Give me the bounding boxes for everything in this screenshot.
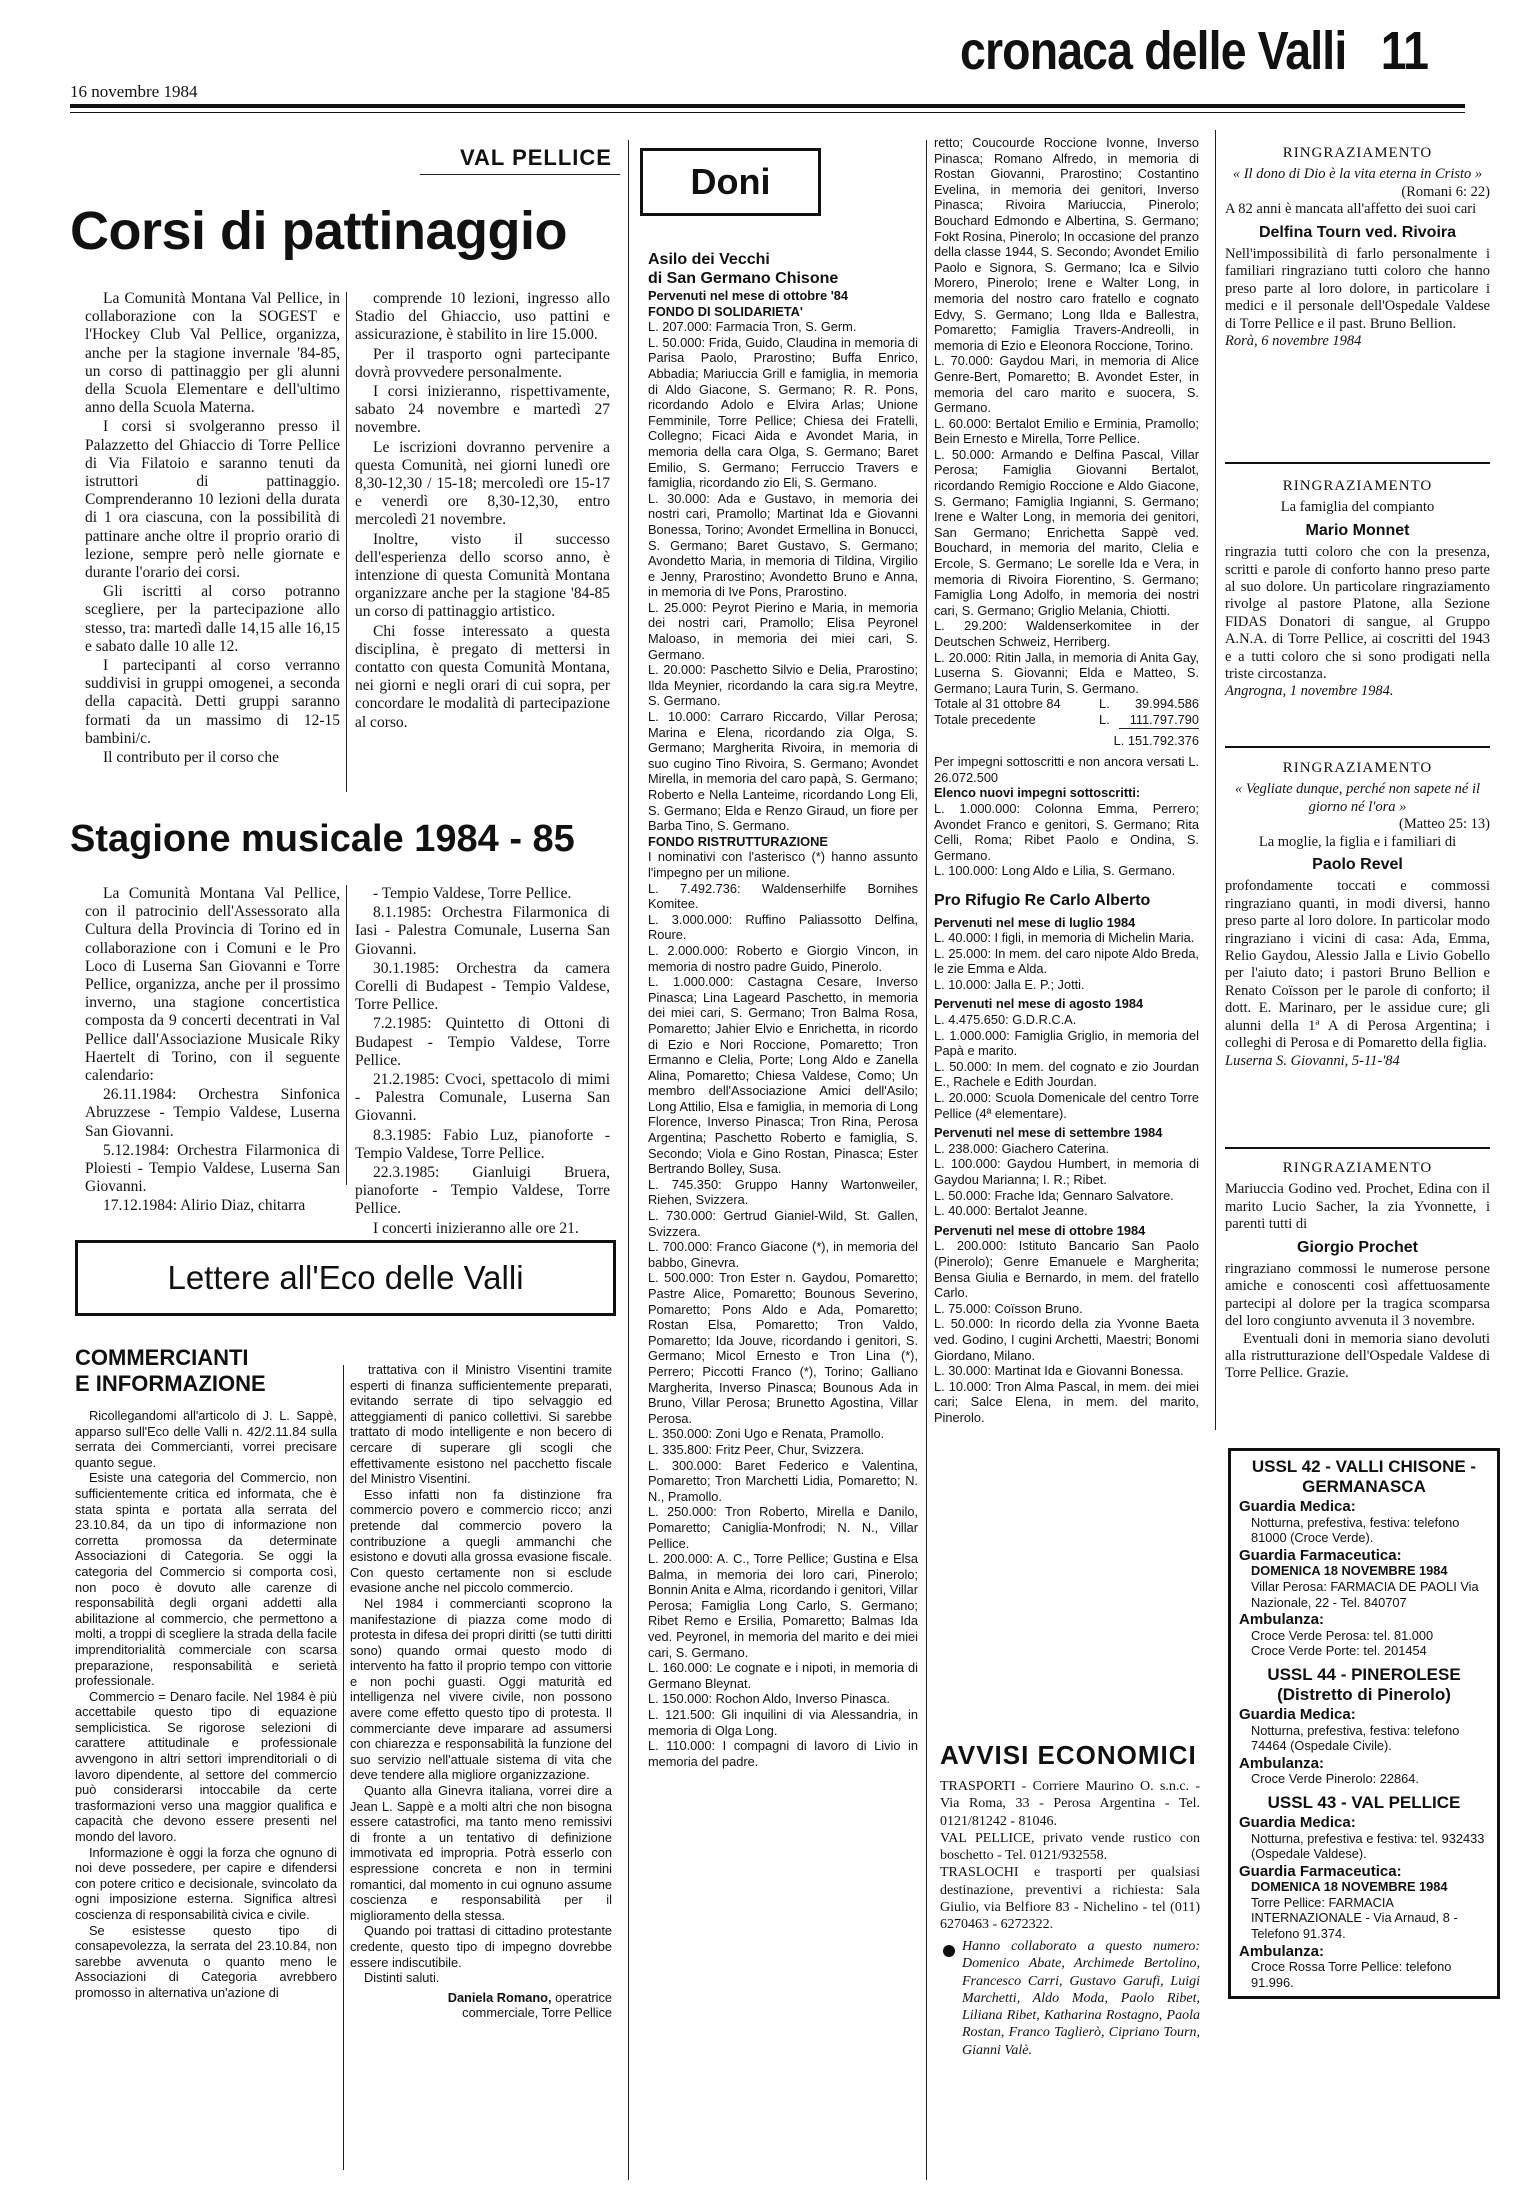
ussl-line: DOMENICA 18 NOVEMBRE 1984 bbox=[1251, 1563, 1448, 1579]
ussl-line: Torre Pellice: FARMACIA INTERNAZIONALE - Via Arnaud, 8 - Telefono 91.374. bbox=[1251, 1894, 1458, 1942]
donation-entry: L. 75.000: Coïsson Bruno. bbox=[934, 1300, 1083, 1316]
donation-entry: L. 40.000: Bertalot Jeanne. bbox=[934, 1203, 1088, 1219]
paragraph: trattativa con il Ministro Visentini tramite esperti di finanza sufficientemente preparati, evitando serrate di tipo selvaggio ed atteggiamenti di panico collettivi. Si sarebbe trattato di modo intelligente e non becero di cercare di superare gli scogli che effettivamente esistono nel pacchetto fiscale del Ministro Visentini. bbox=[350, 1362, 612, 1487]
ringraziamento-quote: « Vegliate dunque, perché non sapete né il giorno né l'ora » bbox=[1234, 781, 1481, 815]
donation-entry: L. 200.000: Istituto Bancario San Paolo (Pinerolo); Genre Emanuele e Margherita; Bensa Giulia e Bernardo, in mem. del fratello Carlo. bbox=[934, 1238, 1199, 1301]
pattinaggio-col1 bbox=[85, 290, 340, 768]
stagione-col1 bbox=[85, 885, 340, 1217]
paragraph: Nel 1984 i commercianti scoprono la manifestazione di piazza come modo di protesta in difesa dei propri diritti (se tutti diritti sono) quando ormai questo modo di intervento ha fatto il proprio tempo con vittorie e non pochi guasti. Oggi maturità ed intelligenza nel vivere civile, non possono avere come effetto questo tipo di protesta. Il commerciante deve imparare ad assumersi con chiarezza e responsabilità la funzione del suo servizio nell'attuale sistema di vita che deve tendere alla migliore organizzazione. bbox=[350, 1595, 612, 1783]
avvisi-list bbox=[940, 1778, 1200, 1934]
donation-entry: L. 10.000: Carraro Riccardo, Villar Perosa; Marina e Elena, ricordando zia Olga, S. Germano; Margherita Rivoira, in memoria di suo cugino Tino Rivoira, S. Germano; Avondet Mirella, in memoria del caro papà, S. Germano; Roberto e Nella Lanteime, ricordando Long Eli, S. Germano; Elda e Renzo Giraud, un fiore per Barba Tino, S. Germano. bbox=[648, 709, 918, 834]
page-number: 11 bbox=[1380, 21, 1429, 81]
ussl-section: Guardia Medica: bbox=[1239, 1813, 1356, 1831]
ringraziamento-name: Paolo Revel bbox=[1312, 856, 1403, 874]
donation-entry: L. 207.000: Farmacia Tron, S. Germ. bbox=[648, 319, 857, 335]
paragraph: Gli iscritti al corso potranno scegliere, per la partecipazione allo stesso, tra: martedì dalle 14,15 alle 16,15 e sabato dalle 10 alle 12. bbox=[85, 583, 340, 655]
column-rule bbox=[926, 140, 927, 2180]
ussl-line: Villar Perosa: FARMACIA DE PAOLI Via Nazionale, 22 - Tel. 840707 bbox=[1251, 1578, 1479, 1610]
ringraziamento-3 bbox=[1225, 760, 1490, 1070]
paragraph: 30.1.1985: Orchestra da camera Corelli di Budapest - Tempio Valdese, Torre Pellice. bbox=[355, 959, 610, 1014]
paragraph: La Comunità Montana Val Pellice, in collaborazione con la SOGEST e l'Hockey Club Val Pellice, organizza, anche per la stagione invernale '84-85, un corso di pattinaggio per gli alunni della Scuola Elementare e dell'ultimo anno della Scuola Materna. bbox=[85, 290, 340, 417]
donation-entry: L. 1.000.000: Castagna Cesare, Inverso Pinasca; Lina Lageard Paschetto, in memoria dei miei cari, S. Germano; Tron Balma Rosa, Pomaretto; Jahier Elvio e Enrichetta, in ricordo di Ezio e Nori Roccione, Pomaretto; Tron Ermanno e Clelia, Porte; Long Aldo e Zanella Alina, Pomaretto; Chiesa Valdese, Como; Un membro dell'Associazione Amici dell'Asilo; Long Attilio, Elsa e famiglia, in memoria di Long Florence, Inverso Pinasca; Tron Rina, Perosa Argentina; Paschetto Roberto e famiglia, S. Secondo; Viola e Gino Rostan, Pinasca; Ester Bertrando Bolley, Susa. bbox=[648, 974, 918, 1177]
impegni-entry: L. 100.000: Long Aldo e Lilia, S. Germano. bbox=[934, 863, 1176, 879]
stagione-col2 bbox=[355, 885, 610, 1239]
paragraph: I concerti inizieranno alle ore 21. bbox=[373, 1219, 579, 1237]
total-row bbox=[934, 696, 1199, 712]
donation-entry: L. 1.000.000: Famiglia Griglio, in memoria del Papà e marito. bbox=[934, 1027, 1199, 1059]
donation-entry: L. 40.000: I figli, in memoria di Michelin Maria. bbox=[934, 930, 1195, 946]
doni-fund: FONDO DI SOLIDARIETA' bbox=[648, 303, 803, 319]
ringraziamento-intro: La moglie, la figlia e i familiari di bbox=[1258, 833, 1457, 850]
donation-entry: L. 10.000: Jalla E. P.; Jotti. bbox=[934, 976, 1085, 992]
header-rule-thin bbox=[70, 112, 1465, 113]
donation-entry: L. 200.000: A. C., Torre Pellice; Gustina e Elsa Balma, in memoria dei loro cari, Pinerolo; Bonnin Anita e Alma, ricordando i genitori, Villar Perosa; Famiglia Long Carlo, S. Germano; Ribet Remo e Ersilia, Pomaretto; Balmas Ida ved. Peyronel, in memoria del marito e dei miei cari, S. Germano. bbox=[648, 1551, 918, 1660]
paragraph: 8.1.1985: Orchestra Filarmonica di Iasi - Palestra Comunale, Luserna San Giovanni. bbox=[355, 904, 610, 958]
ussl-section: Ambulanza: bbox=[1239, 1754, 1325, 1772]
column-rule bbox=[346, 885, 347, 1185]
donation-entry: L. 50.000: Frache Ida; Gennaro Salvatore. bbox=[934, 1187, 1174, 1203]
paragraph: Ricollegandomi all'articolo di J. L. Sappè, apparso sull'Eco delle Valli n. 42/2.11.84 sulla serrata dei Commercianti, vorrei precisare quanto segue. bbox=[75, 1408, 337, 1470]
donation-entry: L. 335.800: Fritz Peer, Chur, Svizzera. bbox=[648, 1441, 865, 1457]
paragraph: Il contributo per il corso che bbox=[103, 749, 280, 767]
total-value: 39.994.586 bbox=[1134, 696, 1199, 712]
ussl-section: Guardia Medica: bbox=[1239, 1498, 1356, 1515]
lettere-col2 bbox=[350, 1362, 612, 2021]
avviso-entry: TRASPORTI - Corriere Maurino O. s.n.c. - Via Roma, 33 - Perosa Argentina - Tel. 0121/81242 - 81046. bbox=[940, 1779, 1200, 1829]
paragraph: I partecipanti al corso verranno suddivisi in gruppi omogenei, a seconda della capacità. Detti gruppi saranno formati da un massimo di 12-15 bambini/c. bbox=[85, 657, 340, 747]
paragraph: Esso infatti non fa distinzione fra commercio povero e commercio ricco; anzi pretende dal commercio povero la contribuzione a quegli ammanchi che esistono e dovuti alla grossa evasione fiscale. Con questo certamente non si esclude evasione anche nel piccolo commercio. bbox=[350, 1486, 612, 1596]
avvisi-title: AVVISI ECONOMICI bbox=[940, 1740, 1197, 1770]
paragraph: 7.2.1985: Quintetto di Ottoni di Budapest - Tempio Valdese, Torre Pellice. bbox=[355, 1015, 610, 1069]
doni-col1 bbox=[648, 250, 918, 1769]
divider bbox=[1225, 1147, 1490, 1149]
collaborators: Hanno collaborato a questo numero: Domenico Abate, Archimede Bertolino, Francesco Carri, Gustavo Garufi, Luigi Marchetti, Aldo Moda, Paolo Ribet, Liliana Ribet, Katharina Rostagno, Paola Rostan, Franco Taglierò, Cipriano Tourn, Gianni Valè. bbox=[962, 1939, 1200, 2058]
rifugio-period: Pervenuti nel mese di settembre 1984 bbox=[934, 1125, 1163, 1141]
donation-entry: L. 20.000: Paschetto Silvio e Delia, Prarostino; Ilda Meynier, ricordando la cara sig.ra Meytre, S. Germano. bbox=[648, 662, 918, 709]
paragraph: Commercio = Denaro facile. Nel 1984 è più accettabile questo tipo di equazione semplicistica. Se rigorose selezioni di carattere attitudinale e professionale avvengono in altri settori imprenditoriali o di lavoro dipendente, al settore del commercio può considerarsi intoccabile da certe trasformazioni verso una maggior qualifica e capacità che devono essere presenti nel mondo del lavoro. bbox=[75, 1688, 337, 1845]
ussl-line: Croce Rossa Torre Pellice: telefono 91.996. bbox=[1251, 1959, 1452, 1990]
paragraph: comprende 10 lezioni, ingresso allo Stadio del Ghiaccio, uso pattini e assicurazione, è stabilito in lire 15.000. bbox=[355, 290, 610, 344]
column-rule bbox=[1215, 130, 1216, 1430]
total-currency: L. bbox=[1099, 711, 1110, 727]
ringraziamento-name: Giorgio Prochet bbox=[1297, 1238, 1418, 1256]
kicker-rule bbox=[420, 174, 620, 175]
signature-role: operatrice bbox=[555, 1989, 612, 2005]
paragraph: Chi fosse interessato a questa disciplina, è pregato di mettersi in contatto con questa Comunità Montana, nei giorni e negli orari di cui sopra, per concordare le modalità di partecipazione al corso. bbox=[355, 622, 610, 731]
paragraph: - Tempio Valdese, Torre Pellice. bbox=[373, 885, 572, 902]
ussl-line: Croce Verde Perosa: tel. 81.000 bbox=[1251, 1627, 1434, 1643]
ringraziamento-place: Rorà, 6 novembre 1984 bbox=[1225, 333, 1362, 350]
donation-entry: L. 25.000: In mem. del caro nipote Aldo Breda, le zie Emma e Alda. bbox=[934, 945, 1199, 977]
ringraziamento-body: Eventuali doni in memoria siano devoluti alla ristrutturazione dell'Ospedale Valdese di Torre Pellice. Grazie. bbox=[1225, 1330, 1490, 1382]
paragraph: Distinti saluti. bbox=[364, 1970, 440, 1986]
paragraph: Per il trasporto ogni partecipante dovrà provvedere personalmente. bbox=[355, 345, 610, 381]
donation-entry: L. 70.000: Gaydou Mari, in memoria di Alice Genre-Bert, Pomaretto; B. Avondet Ester, in memoria del caro marito e suocera, S. Germano. bbox=[934, 353, 1199, 416]
kicker-val-pellice: VAL PELLICE bbox=[460, 145, 612, 170]
doni-banner: Doni bbox=[640, 148, 821, 216]
lettere-col1 bbox=[75, 1408, 337, 2001]
impegni-entry: Per impegni sottoscritti e non ancora versati L. 26.072.500 bbox=[934, 754, 1199, 785]
donation-entry: L. 20.000: Ritin Jalla, in memoria di Anita Gay, Luserna S. Giovanni; Elda e Matteo, S. Germano; Laura Turin, S. Germano. bbox=[934, 649, 1199, 696]
ringraziamento-2 bbox=[1225, 478, 1490, 701]
avviso-entry: VAL PELLICE, privato vende rustico con boschetto - Tel. 0121/932558. bbox=[940, 1830, 1200, 1864]
impegni-heading: Elenco nuovi impegni sottoscritti: bbox=[934, 785, 1141, 801]
ringraziamento-title: RINGRAZIAMENTO bbox=[1282, 1160, 1433, 1176]
donation-entry: retto; Coucourde Roccione Ivonne, Inverso Pinasca; Romano Alfredo, in memoria di Rostan Giovanni, Prarostino; Costantino Evelina, in memoria dei genitori, Inverso Pinasca; Rivoira Mariuccia, Pinerolo; Bouchard Edmondo e Albertina, S. Germano; Fokt Rosina, Pinerolo; In occasione del pranzo della classe 1944, S. Secondo; Avondet Emilio Paolo e Signora, S. Germano; Ica e Silvio Morero, Pinerolo; Irene e Walter Long, in memoria del nostro caro fratello e cognato Edvy, S. Germano; Long Ilda e Ballestra, Pomaretto; Famiglia Travers-Andreolli, in memoria di Ezio e Eleonora Roccione, Torino. bbox=[934, 135, 1199, 353]
donation-entry: L. 160.000: Le cognate e i nipoti, in memoria di Germano Bleynat. bbox=[648, 1660, 918, 1691]
paragraph: Esiste una categoria del Commercio, non sufficientemente critica ed informata, che è stata spinta e portata alla serrata del 23.10.84, da un tipo di informazione non corretta promossa da determinate Associazioni di Categoria. Se oggi la categoria del Commercio si comporta così, non poco è dovuto alle carenze di responsabilità degli organi addetti alla abilitazione al commercio, che permettono a molti, a troppi di scegliere la strada della facile imprenditorialità commerciale con scarsa preparazione, responsabilità e serietà professionale. bbox=[75, 1470, 337, 1689]
ussl-line: Croce Verde Pinerolo: 22864. bbox=[1251, 1771, 1419, 1787]
donation-entry: L. 500.000: Tron Ester n. Gaydou, Pomaretto; Pastre Alice, Pomaretto; Bounous Severino, Pomaretto; Pons Aldo e Ada, Pomaretto; Rostan Elsa, Pomaretto; Tron Valdo, Pomaretto; Ida Jouve, ricordando i genitori, S. Germano; Micol Ernesto e Tron Lina (*), Perrero; Piccotti Franco (*), Torino; Galliano Margherita, Inverso Pinasca; Bounous Ada in Bruno, Villar Perosa; Brunetto Agostina, Villar Perosa. bbox=[648, 1270, 918, 1426]
column-rule bbox=[343, 1365, 344, 2170]
paragraph: 5.12.1984: Orchestra Filarmonica di Ploiesti - Tempio Valdese, Luserna San Giovanni. bbox=[85, 1141, 340, 1196]
paragraph: 8.3.1985: Fabio Luz, pianoforte - Tempio Valdese, Torre Pellice. bbox=[355, 1126, 610, 1162]
column-rule bbox=[628, 140, 629, 2180]
ringraziamento-place: Luserna S. Giovanni, 5-11-'84 bbox=[1225, 1052, 1400, 1069]
donation-entry: L. 25.000: Peyrot Pierino e Maria, in memoria dei nostri cari, Pramollo; Elisa Peyronel Maloaso, in memoria dei miei cari, S. Germano. bbox=[648, 599, 918, 662]
donation-entry: L. 700.000: Franco Giacone (*), in memoria del babbo, Ginevra. bbox=[648, 1239, 918, 1270]
paragraph: 26.11.1984: Orchestra Sinfonica Abruzzese - Tempio Valdese, Luserna San Giovanni. bbox=[85, 1086, 340, 1140]
paragraph: I corsi inizieranno, rispettivamente, sabato 24 novembre e martedì 27 novembre. bbox=[355, 383, 610, 437]
ringraziamento-body: ringraziano commossi le numerose persone amiche e conoscenti così affettuosamente partecipi al dolore per la tragica scomparsa del loro congiunto avvenuta il 3 novembre. bbox=[1225, 1261, 1490, 1330]
donation-entry: L. 30.000: Martinat Ida e Giovanni Bonessa. bbox=[934, 1363, 1184, 1379]
avviso-entry: TRASLOCHI e trasporti per qualsiasi destinazione, preventivi a richiesta: Sala Giulio, via Belfiore 83 - Nichelino - tel (011) 6270463 - 6272322. bbox=[940, 1865, 1200, 1933]
headline-stagione: Stagione musicale 1984 - 85 bbox=[70, 818, 575, 860]
ussl-line: Notturna, prefestiva, festiva: telefono 74464 (Ospedale Civile). bbox=[1251, 1722, 1460, 1754]
ringraziamento-ref: (Matteo 25: 13) bbox=[1398, 816, 1490, 833]
ussl-section: Guardia Medica: bbox=[1239, 1705, 1356, 1723]
section-title bbox=[960, 20, 1428, 82]
total-label: Totale precedente bbox=[934, 711, 1036, 727]
total-row bbox=[934, 712, 1199, 729]
ussl-line: DOMENICA 18 NOVEMBRE 1984 bbox=[1251, 1879, 1448, 1895]
ussl-section: Ambulanza: bbox=[1239, 1942, 1325, 1960]
ringraziamento-intro: La famiglia del compianto bbox=[1280, 499, 1435, 516]
ringraziamento-intro: A 82 anni è mancata all'affetto dei suoi cari bbox=[1225, 201, 1477, 218]
signature-role: commerciale, Torre Pellice bbox=[462, 2005, 612, 2021]
ringraziamento-quote: « Il dono di Dio è la vita eterna in Cristo » bbox=[1232, 166, 1483, 183]
donation-entry: L. 250.000: Tron Roberto, Mirella e Danilo, Pomaretto; Caniglia-Monfrodi; N. N., Villar Pellice. bbox=[648, 1504, 918, 1551]
rifugio-period: Pervenuti nel mese di luglio 1984 bbox=[934, 914, 1136, 930]
rifugio-title: Pro Rifugio Re Carlo Alberto bbox=[934, 891, 1151, 909]
ussl-line: Croce Verde Porte: tel. 201454 bbox=[1251, 1643, 1427, 1659]
paragraph: La Comunità Montana Val Pellice, con il patrocinio dell'Assessorato alla Cultura della Provincia di Torino ed in collaborazione con i Comuni e le Pro Loco di Luserna San Giovanni e Torre Pellice, organizza, anche per il prossimo inverno, una stagione concertistica composta da 9 concerti decentrati in Val Pellice dall'Associazione Musicale Riky Haertelt di Torino, con il seguente calendario: bbox=[85, 885, 340, 1085]
donation-entry: L. 50.000: In ricordo della zia Yvonne Baeta ved. Godino, I cugini Archetti, Maestri; Bonomi Giordano, Milano. bbox=[934, 1316, 1199, 1363]
ussl-section: Guardia Farmaceutica: bbox=[1239, 1546, 1402, 1564]
divider bbox=[1225, 746, 1490, 748]
ringraziamento-4 bbox=[1225, 1160, 1490, 1383]
ringraziamento-name: Mario Monnet bbox=[1305, 521, 1410, 539]
column-rule bbox=[346, 292, 347, 792]
donation-entry: L. 100.000: Gaydou Humbert, in memoria di Gaydou Marianna; I. R.; Ribet. bbox=[934, 1156, 1199, 1187]
donation-entry: L. 60.000: Bertalot Emilio e Erminia, Pramollo; Bein Ernesto e Mirella, Torre Pellice. bbox=[934, 415, 1199, 447]
donation-entry: L. 730.000: Gertrud Gianiel-Wild, St. Gallen, Svizzera. bbox=[648, 1208, 918, 1239]
pattinaggio-col2 bbox=[355, 290, 610, 733]
impegni-entry: L. 1.000.000: Colonna Emma, Perrero; Avondet Franco e genitori, S. Germano; Rita Celli, Roma; Ribet Paolo e Ondina, S. Germano. bbox=[934, 800, 1199, 863]
ringraziamento-body: ringrazia tutti coloro che con la presenza, scritti e parole di conforto hanno preso parte al suo dolore. Un particolare ringraziamento rivolge al pastore Platone, alla Sezione FIDAS Donatori di sangue, al Gruppo A.N.A. di Torre Pellice, ai coscritti del 1943 e a tutti coloro che si sono prodigati nella triste circostanza. bbox=[1225, 544, 1490, 683]
donation-entry: L. 50.000: In mem. del cognato e zio Jourdan E., Rachele e Edith Jourdan. bbox=[934, 1058, 1199, 1090]
doni-period: Pervenuti nel mese di ottobre '84 bbox=[648, 288, 849, 303]
donation-entry: L. 238.000: Giachero Caterina. bbox=[934, 1140, 1110, 1156]
headline-line: COMMERCIANTI bbox=[75, 1345, 249, 1370]
donation-entry: L. 30.000: Ada e Gustavo, in memoria dei nostri cari, Pramollo; Martinat Ida e Giovanni Bonessa, Torino; Avondet Ermellina in Bonucci, S. Germano; Baret Gustavo, S. Germano; Avondetto Maria, in memoria di Tildina, Virgilio e Jenny, Prarostino; Avondetto Bruno e Anna, in memoria di Ive Pons, Prarostino. bbox=[648, 490, 918, 600]
total-value: 111.797.790 bbox=[1119, 712, 1199, 729]
donation-entry: L. 2.000.000: Roberto e Giorgio Vincon, in memoria di nostro padre Guido, Pinerolo. bbox=[648, 942, 918, 974]
paragraph: Inoltre, visto il successo dell'esperienza dello scorso anno, è intenzione di questa Comunità Montana organizzare anche per la stagione '84-85 un corso di pattinaggio artistico. bbox=[355, 530, 610, 621]
paragraph: 21.2.1985: Cvoci, spettacolo di mimi - Palestra Comunale, Luserna San Giovanni. bbox=[355, 1071, 610, 1125]
ringraziamento-ref: (Romani 6: 22) bbox=[1401, 183, 1490, 200]
donation-entry: L. 7.492.736: Waldenserhilfe Bornihes Komitee. bbox=[648, 880, 918, 912]
grand-total: L. 151.792.376 bbox=[1113, 732, 1199, 748]
ussl-section: Guardia Farmaceutica: bbox=[1239, 1862, 1402, 1880]
ringraziamento-title: RINGRAZIAMENTO bbox=[1282, 760, 1433, 776]
ringraziamento-intro: Mariuccia Godino ved. Prochet, Edina con il marito Lucio Sacher, la zia Yvonnette, i parenti tutti di bbox=[1225, 1181, 1490, 1233]
donation-entry: L. 150.000: Rochon Aldo, Inverso Pinasca. bbox=[648, 1691, 890, 1707]
lettere-banner: Lettere all'Eco delle Valli bbox=[75, 1240, 616, 1316]
donation-entry: L. 10.000: Tron Alma Pascal, in mem. dei miei cari; Salce Elena, in mem. del marito, Pinerolo. bbox=[934, 1378, 1199, 1425]
ussl-line: Notturna, prefestiva, festiva: telefono 81000 (Croce Verde). bbox=[1251, 1514, 1460, 1546]
donation-entry: L. 3.000.000: Ruffino Paliassotto Delfina, Roure. bbox=[648, 911, 918, 943]
issue-date: 16 novembre 1984 bbox=[70, 82, 198, 101]
divider bbox=[1225, 462, 1490, 464]
doni-fund: FONDO RISTRUTTURAZIONE bbox=[648, 833, 828, 849]
paragraph: 17.12.1984: Alirio Diaz, chitarra bbox=[103, 1197, 306, 1215]
paragraph: I corsi si svolgeranno presso il Palazzetto del Ghiaccio di Torre Pellice di Via Filatoio e saranno tenuti da istruttori di pattinaggio. Comprenderanno 10 lezioni della durata di 1 ora ciascuna, con la possibilità di pattinare anche oltre il proprio orario di lezione, sempre però nelle giornate e durante l'orario dei corsi. bbox=[85, 418, 340, 582]
total-label: Totale al 31 ottobre 84 bbox=[934, 696, 1061, 712]
rifugio-period: Pervenuti nel mese di agosto 1984 bbox=[934, 996, 1144, 1012]
donation-entry: I nominativi con l'asterisco (*) hanno assunto l'impegno per un milione. bbox=[648, 849, 918, 880]
total-currency: L. bbox=[1099, 696, 1110, 712]
paragraph: Se esistesse questo tipo di consapevolezza, la serrata del 23.10.84, non sarebbe avvenuta o quanto meno le Associazioni di Categoria avrebbero promosso in alternativa un'azione di bbox=[75, 1922, 337, 2000]
ussl-title: USSL 42 - VALLI CHISONE - GERMANASCA bbox=[1251, 1457, 1477, 1496]
ringraziamento-body: Nell'impossibilità di farlo personalmente i familiari ringraziano tutti coloro che hanno preso parte al loro dolore, in particolare i medici e il personale dell'Ospedale Valdese di Torre Pellice e il past. Bruno Bellion. bbox=[1225, 246, 1490, 332]
paragraph: Quando poi trattasi di cittadino protestante credente, questo tipo di impegno dovrebbe essere indiscutibile. bbox=[350, 1923, 612, 1970]
rifugio-period: Pervenuti nel mese di ottobre 1984 bbox=[934, 1222, 1146, 1238]
doni-col2 bbox=[934, 135, 1199, 1426]
signature-name: Daniela Romano, bbox=[447, 1989, 552, 2005]
donation-entry: L. 300.000: Baret Federico e Valentina, Pomaretto; Tron Marchetti Lidia, Pomaretto; N. N., Pramollo. bbox=[648, 1457, 918, 1504]
ussl-line: Notturna, prefestiva e festiva: tel. 932433 (Ospedale Valdese). bbox=[1251, 1830, 1485, 1862]
donation-entry: L. 110.000: I compagni di lavoro di Livio in memoria del padre. bbox=[648, 1738, 918, 1769]
headline-pattinaggio: Corsi di pattinaggio bbox=[70, 201, 567, 261]
ussl-title: USSL 44 - PINEROLESE (Distretto di Pinerolo) bbox=[1267, 1664, 1461, 1704]
ringraziamento-title: RINGRAZIAMENTO bbox=[1282, 145, 1433, 161]
paragraph: Informazione è oggi la forza che ognuno di noi deve possedere, per capire e difendersi con potere critico e decisionale, svincolato da ogni imposizione esterna. Significa altresì coscienza di responsabilità civica e civile. bbox=[75, 1844, 337, 1922]
donation-entry: L. 121.500: Gli inquilini di via Alessandria, in memoria di Olga Long. bbox=[648, 1707, 918, 1738]
donation-entry: L. 350.000: Zoni Ugo e Renata, Pramollo. bbox=[648, 1426, 885, 1442]
donation-entry: L. 50.000: Frida, Guido, Claudina in memoria di Parisa Paolo, Prarostino; Buffa Enrico, Abbadia; Mariuccia Grill e famiglia, in memoria di Aldo Giacone, S. Germano; R. R. Pons, ricordando Adolo e Elvira Arlas; Unione Femminile, Torre Pellice; Chiesa dei Fratelli, Collegno; Ficaci Aida e Avondet Maria, in memoria della cara Olga, S. Germano; Baret Emilio, S. Germano; Ferruccio Travers e famiglia, ricordando zio Eli, S. Germano. bbox=[648, 334, 918, 491]
ussl-section: Ambulanza: bbox=[1239, 1611, 1325, 1629]
header-rule bbox=[70, 104, 1465, 108]
bullet-icon bbox=[943, 1945, 955, 1957]
ringraziamento-body: profondamente toccati e commossi ringraziano quanti, in modi diversi, hanno preso parte al loro dolore. In particolar modo ringraziano i vicini di casa: Ada, Emma, Relio Gaydou, Alessio Jalla e Livio Gobello per l'aiuto dato; i pastori Bruno Bellion e Renato Coïsson per le parole di conforto; il dott. E. Marinaro, per le assidue cure; gli alunni della 1ª A di Perosa Argentina; i colleghi di Perosa e di Pomaretto della figlia. bbox=[1225, 878, 1490, 1052]
paragraph: Quanto alla Ginevra italiana, vorrei dire a Jean L. Sappè e a molti altri che non bisogna essere catastrofici, ma tanto meno remissivi di fronte a un tentativo di definizione immotivata ed impropria. Potrà esserlo con espressione concreta e non in termini romantici, dal momento in cui ognuno assume coscienza e responsabilità per il miglioramento della stessa. bbox=[350, 1783, 612, 1923]
ringraziamento-title: RINGRAZIAMENTO bbox=[1282, 478, 1433, 494]
donation-entry: L. 29.200: Waldenserkomitee in der Deutschen Schweiz, Herriberg. bbox=[934, 618, 1199, 649]
ringraziamento-place: Angrogna, 1 novembre 1984. bbox=[1225, 683, 1394, 700]
paragraph: Le iscrizioni dovranno pervenire a questa Comunità, nei giorni lunedì ore 8,30-12,30 / 15-18; mercoledì ore 15-17 e venerdì ore 8,30-12,30, entro mercoledì 21 novembre. bbox=[355, 438, 610, 529]
donation-entry: L. 4.475.650: G.D.R.C.A. bbox=[934, 1012, 1077, 1028]
paragraph: 22.3.1985: Gianluigi Bruera, pianoforte - Tempio Valdese, Torre Pellice. bbox=[355, 1164, 610, 1218]
headline-line: E INFORMAZIONE bbox=[75, 1371, 266, 1396]
ringraziamento-name: Delfina Tourn ved. Rivoira bbox=[1258, 223, 1457, 241]
ringraziamento-1 bbox=[1225, 145, 1490, 350]
lettere-headline bbox=[75, 1345, 266, 1397]
donation-entry: L. 50.000: Armando e Delfina Pascal, Villar Perosa; Famiglia Giovanni Bertalot, ricordando Remigio Roccione e Aldo Giacone, S. Germano; Famiglia Ingianni, S. Germano; Irene e Walter Long, in memoria dei genitori, San Germano; Enrichetta Sappè ved. Bouchard, in memoria del marito, Clelia e Ercole, S. Germano; Le sorelle Ida e Vera, in memoria di Rivoira Fiorentino, S. Germano; Famiglia Long Adolfo, in memoria dei nostri cari, S. Germano; Griglio Melania, Chiotti. bbox=[934, 446, 1199, 618]
doni-subhead: Asilo dei Vecchi bbox=[648, 251, 770, 268]
section-title-text: cronaca delle Valli bbox=[960, 21, 1347, 81]
donation-entry: L. 20.000: Scuola Domenicale del centro Torre Pellice (4ª elementare). bbox=[934, 1090, 1199, 1121]
donation-entry: L. 745.350: Gruppo Hanny Wartonweiler, Riehen, Svizzera. bbox=[648, 1176, 918, 1208]
ussl-title: USSL 43 - VAL PELLICE bbox=[1267, 1792, 1461, 1812]
doni-subhead: di San Germano Chisone bbox=[648, 270, 839, 287]
ussl-box bbox=[1228, 1448, 1500, 1999]
